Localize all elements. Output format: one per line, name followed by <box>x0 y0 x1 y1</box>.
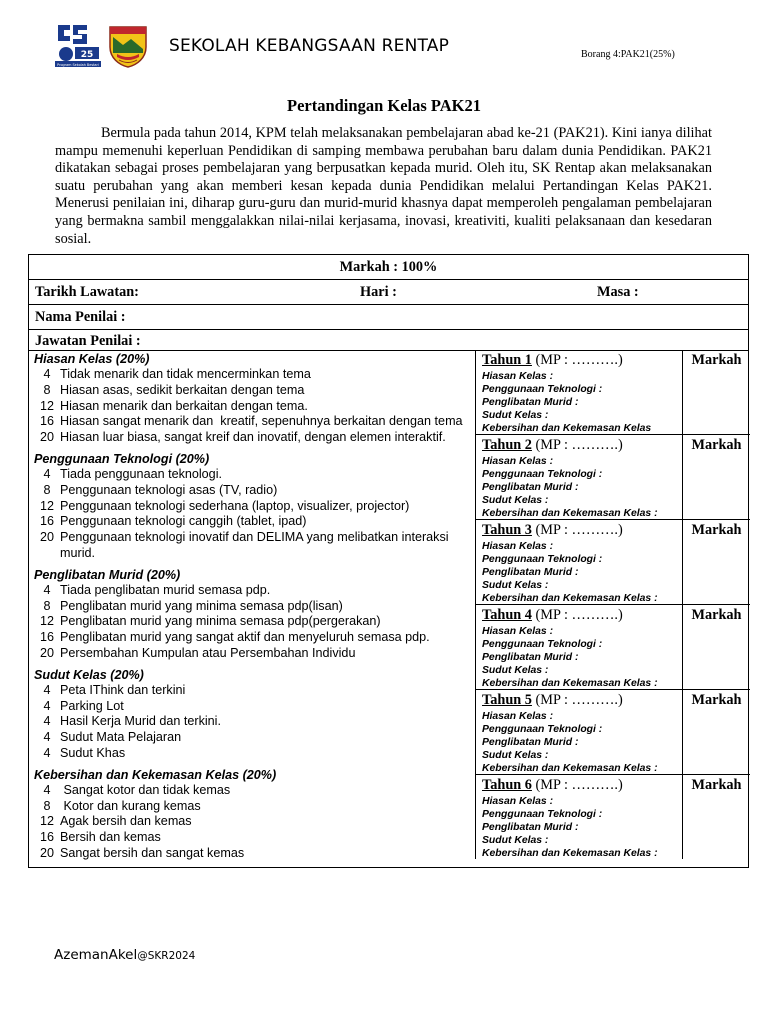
year-scores-column <box>475 350 750 859</box>
year-criteria-line: Penglibatan Murid : <box>482 736 579 748</box>
criteria-item <box>34 683 474 699</box>
criteria-item <box>34 367 474 383</box>
year-criteria-line: Kebersihan dan Kekemasan Kelas : <box>482 592 658 604</box>
page-title: Pertandingan Kelas PAK21 <box>286 96 482 115</box>
criteria-score: 12 <box>39 614 54 629</box>
criteria-section-title: Penggunaan Teknologi (20%) <box>34 451 210 466</box>
year-details-cell <box>476 350 683 434</box>
year-criteria-lines <box>482 541 658 606</box>
criteria-score: 4 <box>43 582 51 597</box>
criteria-score: 16 <box>39 414 54 429</box>
criteria-text: Penggunaan teknologi canggih (tablet, ipad) <box>60 514 307 529</box>
school-crest-logo <box>107 24 149 68</box>
year-criteria-lines <box>482 796 658 861</box>
year-criteria-line: Hiasan Kelas : <box>482 371 554 382</box>
criteria-score: 16 <box>39 514 54 529</box>
year-criteria-line: Sudut Kelas : <box>482 494 549 506</box>
year-details-cell <box>476 605 683 689</box>
criteria-score: 12 <box>39 398 54 413</box>
criteria-text: Penglibatan murid yang minima semasa pdp(lisan) <box>60 598 343 613</box>
criteria-text: Penggunaan teknologi sederhana (laptop, visualizer, projector) <box>60 498 410 513</box>
year-criteria-line: Penglibatan Murid : <box>482 396 579 408</box>
year-criteria-line: Penggunaan Teknologi : <box>482 723 603 735</box>
tarikh-label: Tarikh Lawatan: <box>35 284 139 300</box>
year-criteria-line: Penglibatan Murid : <box>482 566 579 578</box>
nama-penilai-label: Nama Penilai : <box>35 309 126 325</box>
criteria-score: 16 <box>39 630 54 645</box>
criteria-item <box>34 499 474 515</box>
year-name: Tahun 6 <box>482 777 532 793</box>
year-criteria-line: Penggunaan Teknologi : <box>482 468 603 480</box>
criteria-item <box>34 430 474 446</box>
criteria-score: 8 <box>43 798 51 813</box>
year-heading <box>482 522 623 539</box>
year-block <box>476 350 750 435</box>
criteria-score: 4 <box>43 682 51 697</box>
year-criteria-lines <box>482 626 658 691</box>
criteria-item <box>34 699 474 715</box>
criteria-item <box>34 746 474 762</box>
criteria-score: 4 <box>43 698 51 713</box>
criteria-item <box>34 583 474 599</box>
criteria-text: Hiasan asas, sedikit berkaitan dengan tema <box>60 382 305 397</box>
markah-total: Markah : 100% <box>339 259 438 275</box>
footer-tag: @SKR2024 <box>137 950 196 962</box>
criteria-section-title: Penglibatan Murid (20%) <box>34 567 181 582</box>
year-markah-label: Markah <box>691 607 742 623</box>
year-block <box>476 605 750 690</box>
criteria-score: 8 <box>43 382 51 397</box>
year-block <box>476 435 750 520</box>
year-criteria-line: Hiasan Kelas : <box>482 796 554 807</box>
year-criteria-line: Sudut Kelas : <box>482 579 549 591</box>
criteria-item <box>34 830 474 846</box>
criteria-item <box>34 783 474 799</box>
year-block <box>476 775 750 859</box>
year-criteria-line: Sudut Kelas : <box>482 749 549 761</box>
criteria-item <box>34 483 474 499</box>
year-name: Tahun 3 <box>482 522 532 538</box>
year-markah-label: Markah <box>691 692 742 708</box>
criteria-item <box>34 467 474 483</box>
criteria-text: Kotor dan kurang kemas <box>60 798 201 813</box>
criteria-text: Hiasan menarik dan berkaitan dengan tema. <box>60 398 308 413</box>
criteria-text: Sangat bersih dan sangat kemas <box>60 845 245 860</box>
criteria-text: Penggunaan teknologi inovatif dan DELIMA yang melibatkan interaksi murid. <box>60 530 453 560</box>
criteria-item <box>34 383 474 399</box>
criteria-section-title: Kebersihan dan Kekemasan Kelas (20%) <box>34 767 277 782</box>
visit-info-row <box>29 280 748 305</box>
year-criteria-line: Hiasan Kelas : <box>482 456 554 467</box>
year-name: Tahun 1 <box>482 352 532 368</box>
evaluation-form <box>28 254 749 868</box>
year-criteria-line: Kebersihan dan Kekemasan Kelas : <box>482 677 658 689</box>
markah-row <box>29 255 748 280</box>
year-mp: (MP : ……….) <box>531 777 623 793</box>
year-criteria-line: Penggunaan Teknologi : <box>482 638 603 650</box>
year-markah-label: Markah <box>691 777 742 793</box>
year-heading <box>482 352 623 369</box>
criteria-text: Agak bersih dan kemas <box>60 814 192 829</box>
year-details-cell <box>476 690 683 774</box>
year-details-cell <box>476 435 683 519</box>
year-criteria-line: Kebersihan dan Kekemasan Kelas : <box>482 847 658 859</box>
year-heading <box>482 607 623 624</box>
intro-paragraph: Bermula pada tahun 2014, KPM telah melaksanakan pembelajaran abad ke-21 (PAK21). Kini ianya dilihat mampu memenuhi keperluan Pendidikan di samping membawa perubahan baru dalam dunia Pendidikan. PAK21 dikatakan sebagai proses pembelajaran yang berpusatkan kepada murid. Oleh itu, SK Rentap akan melaksanakan suatu perubahan yang akan memberi kesan kepada dunia Pendidikan melalui Pertandingan Kelas PAK21. Menerusi penilaian ini, diharap guru-guru dan murid-murid khasnya dapat memperoleh pengalaman pembelajaran yang bermakna sambil menggalakkan nilai-nilai kerjasama, inovasi, kreativiti, kualiti pelaksanaan dan kesedaran sosial. <box>55 125 712 247</box>
year-mp: (MP : ……….) <box>531 352 623 368</box>
year-mp: (MP : ……….) <box>531 692 623 708</box>
criteria-section-title: Hiasan Kelas (20%) <box>34 352 150 366</box>
criteria-score: 4 <box>43 730 51 745</box>
logo-25-text: 25 <box>80 50 94 60</box>
year-heading <box>482 692 623 709</box>
criteria-score: 4 <box>43 466 51 481</box>
criteria-item <box>34 730 474 746</box>
year-criteria-line: Kebersihan dan Kekemasan Kelas : <box>482 507 658 519</box>
criteria-text: Sangat kotor dan tidak kemas <box>60 782 231 797</box>
criteria-item <box>34 414 474 430</box>
year-markah-label: Markah <box>691 352 742 368</box>
criteria-section-title: Sudut Kelas (20%) <box>34 667 144 682</box>
footer-author: AzemanAkel <box>54 947 138 963</box>
criteria-text: Penglibatan murid yang sangat aktif dan menyeluruh semasa pdp. <box>60 630 430 645</box>
year-markah-label: Markah <box>691 522 742 538</box>
year-mp: (MP : ……….) <box>531 607 623 623</box>
year-criteria-line: Sudut Kelas : <box>482 834 549 846</box>
year-criteria-line: Penglibatan Murid : <box>482 481 579 493</box>
criteria-score: 4 <box>43 714 51 729</box>
year-criteria-lines <box>482 371 651 436</box>
year-name: Tahun 5 <box>482 692 532 708</box>
year-criteria-lines <box>482 456 658 521</box>
criteria-item <box>34 646 474 662</box>
criteria-item <box>34 630 474 646</box>
criteria-score: 8 <box>43 598 51 613</box>
criteria-text: Parking Lot <box>60 698 124 713</box>
year-block <box>476 690 750 775</box>
masa-label: Masa : <box>597 284 639 300</box>
criteria-item <box>34 714 474 730</box>
criteria-text: Tidak menarik dan tidak mencerminkan tema <box>60 367 311 381</box>
year-mp: (MP : ……….) <box>531 522 623 538</box>
year-criteria-line: Penglibatan Murid : <box>482 651 579 663</box>
criteria-score: 20 <box>39 430 54 445</box>
criteria-text: Peta IThink dan terkini <box>60 682 186 697</box>
criteria-text: Hiasan sangat menarik dan kreatif, sepenuhnya berkaitan dengan tema <box>60 414 463 429</box>
year-heading <box>482 437 623 454</box>
criteria-text: Tiada penggunaan teknologi. <box>60 466 222 481</box>
criteria-score: 12 <box>39 498 54 513</box>
year-name: Tahun 4 <box>482 607 532 623</box>
criteria-item <box>34 399 474 415</box>
jawatan-penilai-row <box>29 329 748 350</box>
footer-credit <box>54 947 195 963</box>
criteria-text: Penglibatan murid yang minima semasa pdp(pergerakan) <box>60 614 381 629</box>
criteria-score: 20 <box>39 530 54 545</box>
year-criteria-line: Sudut Kelas : <box>482 664 549 676</box>
logo-caption-text: Program Sekolah Bestari <box>57 63 99 67</box>
criteria-item <box>34 530 474 562</box>
criteria-item <box>34 799 474 815</box>
nama-penilai-row <box>29 305 748 330</box>
year-details-cell <box>476 520 683 604</box>
year-criteria-line: Penggunaan Teknologi : <box>482 553 603 565</box>
criteria-column <box>34 351 474 862</box>
criteria-text: Penggunaan teknologi asas (TV, radio) <box>60 482 278 497</box>
form-code: Borang 4:PAK21(25%) <box>581 49 675 60</box>
criteria-item <box>34 514 474 530</box>
criteria-text: Tiada penglibatan murid semasa pdp. <box>60 582 271 597</box>
criteria-item <box>34 614 474 630</box>
year-criteria-line: Kebersihan dan Kekemasan Kelas <box>482 422 652 434</box>
sekolah-bestari-logo <box>54 22 102 68</box>
criteria-score: 4 <box>43 367 51 381</box>
year-criteria-line: Penglibatan Murid : <box>482 821 579 833</box>
year-criteria-lines <box>482 711 658 776</box>
year-name: Tahun 2 <box>482 437 532 453</box>
criteria-score: 8 <box>43 482 51 497</box>
year-criteria-line: Sudut Kelas : <box>482 409 549 421</box>
year-criteria-line: Penggunaan Teknologi : <box>482 383 603 395</box>
criteria-item <box>34 599 474 615</box>
criteria-item <box>34 814 474 830</box>
year-block <box>476 520 750 605</box>
year-criteria-line: Hiasan Kelas : <box>482 711 554 722</box>
school-name: SEKOLAH KEBANGSAAN RENTAP <box>169 36 450 56</box>
criteria-score: 12 <box>39 814 54 829</box>
year-details-cell <box>476 775 683 859</box>
criteria-score: 16 <box>39 830 54 845</box>
criteria-text: Bersih dan kemas <box>60 830 161 845</box>
year-criteria-line: Hiasan Kelas : <box>482 626 554 637</box>
criteria-text: Hiasan luar biasa, sangat kreif dan inovatif, dengan elemen interaktif. <box>60 430 446 445</box>
year-heading <box>482 777 623 794</box>
year-criteria-line: Hiasan Kelas : <box>482 541 554 552</box>
criteria-text: Persembahan Kumpulan atau Persembahan Individu <box>60 645 356 660</box>
year-criteria-line: Kebersihan dan Kekemasan Kelas : <box>482 762 658 774</box>
year-mp: (MP : ……….) <box>531 437 623 453</box>
criteria-score: 4 <box>43 782 51 797</box>
criteria-text: Hasil Kerja Murid dan terkini. <box>60 714 221 729</box>
criteria-score: 20 <box>39 645 54 660</box>
criteria-score: 20 <box>39 845 54 860</box>
jawatan-penilai-label: Jawatan Penilai : <box>35 333 141 349</box>
criteria-text: Sudut Khas <box>60 745 126 760</box>
year-criteria-line: Penggunaan Teknologi : <box>482 808 603 820</box>
criteria-score: 4 <box>43 745 51 760</box>
criteria-item <box>34 846 474 862</box>
year-markah-label: Markah <box>691 437 742 453</box>
hari-label: Hari : <box>360 284 397 300</box>
criteria-text: Sudut Mata Pelajaran <box>60 730 182 745</box>
